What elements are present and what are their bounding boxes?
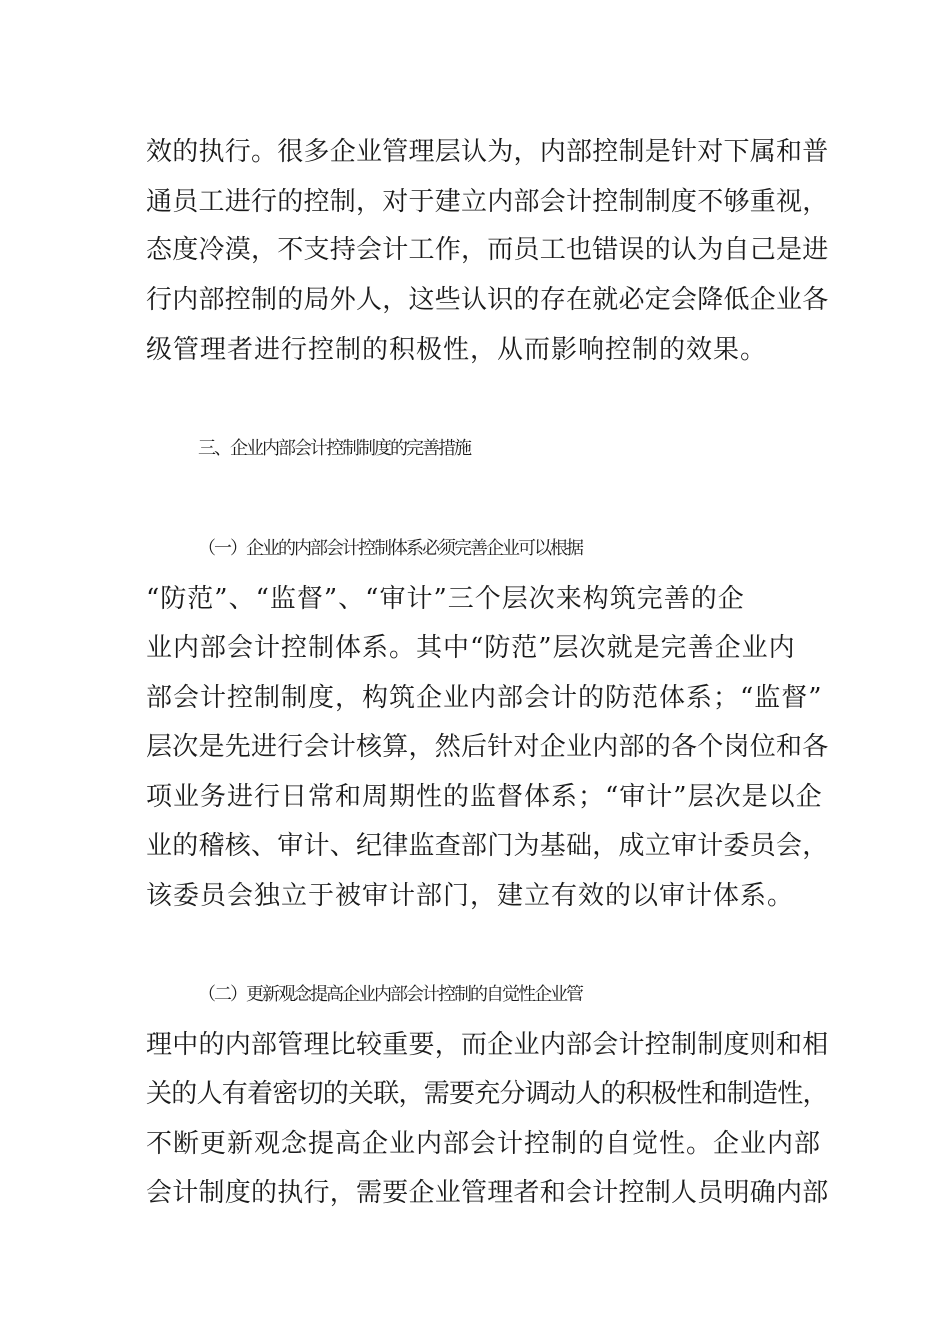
section-heading: 三、企业内部会计控制制度的完善措施 (198, 438, 470, 459)
paragraph-2-line-7: 业的稽核、审计、纪律监查部门为基础，成立审计委员会， (146, 831, 829, 861)
paragraph-2-line-6: 项业务进行日常和周期性的监督体系；“审计”层次是以企 (146, 782, 823, 812)
paragraph-2-line-1: （一）企业的内部会计控制体系必须完善企业可以根据 (198, 538, 582, 559)
paragraph-1-line-5: 级管理者进行控制的积极性，从而影响控制的效果。 (146, 335, 768, 365)
paragraph-3-line-5: 会计制度的执行，需要企业管理者和会计控制人员明确内部 (146, 1178, 829, 1208)
paragraph-2-line-4: 部会计控制制度，构筑企业内部会计的防范体系；“监督” (146, 683, 823, 713)
paragraph-1-line-1: 效的执行。很多企业管理层认为，内部控制是针对下属和普 (146, 137, 829, 167)
paragraph-3-line-2: 理中的内部管理比较重要，而企业内部会计控制制度则和相 (146, 1030, 829, 1060)
paragraph-2-line-8: 该委员会独立于被审计部门，建立有效的以审计体系。 (146, 881, 795, 911)
paragraph-3-line-4: 不断更新观念提高企业内部会计控制的自觉性。企业内部 (146, 1129, 822, 1159)
paragraph-1-line-2: 通员工进行的控制，对于建立内部会计控制制度不够重视， (146, 187, 829, 217)
paragraph-2-line-3: 业内部会计控制体系。其中“防范”层次就是完善企业内 (146, 633, 796, 663)
paragraph-3-line-3: 关的人有着密切的关联，需要充分调动人的积极性和制造性， (146, 1079, 828, 1109)
paragraph-2-line-5: 层次是先进行会计核算，然后针对企业内部的各个岗位和各 (146, 732, 829, 762)
paragraph-1-line-3: 态度冷漠，不支持会计工作，而员工也错误的认为自己是进 (146, 235, 829, 265)
paragraph-1-line-4: 行内部控制的局外人，这些认识的存在就必定会降低企业各 (146, 285, 829, 315)
paragraph-3-line-1: （二）更新观念提高企业内部会计控制的自觉性企业管 (198, 984, 582, 1005)
paragraph-2-line-2: “防范”、“监督”、“审计”三个层次来构筑完善的企 (146, 584, 745, 614)
